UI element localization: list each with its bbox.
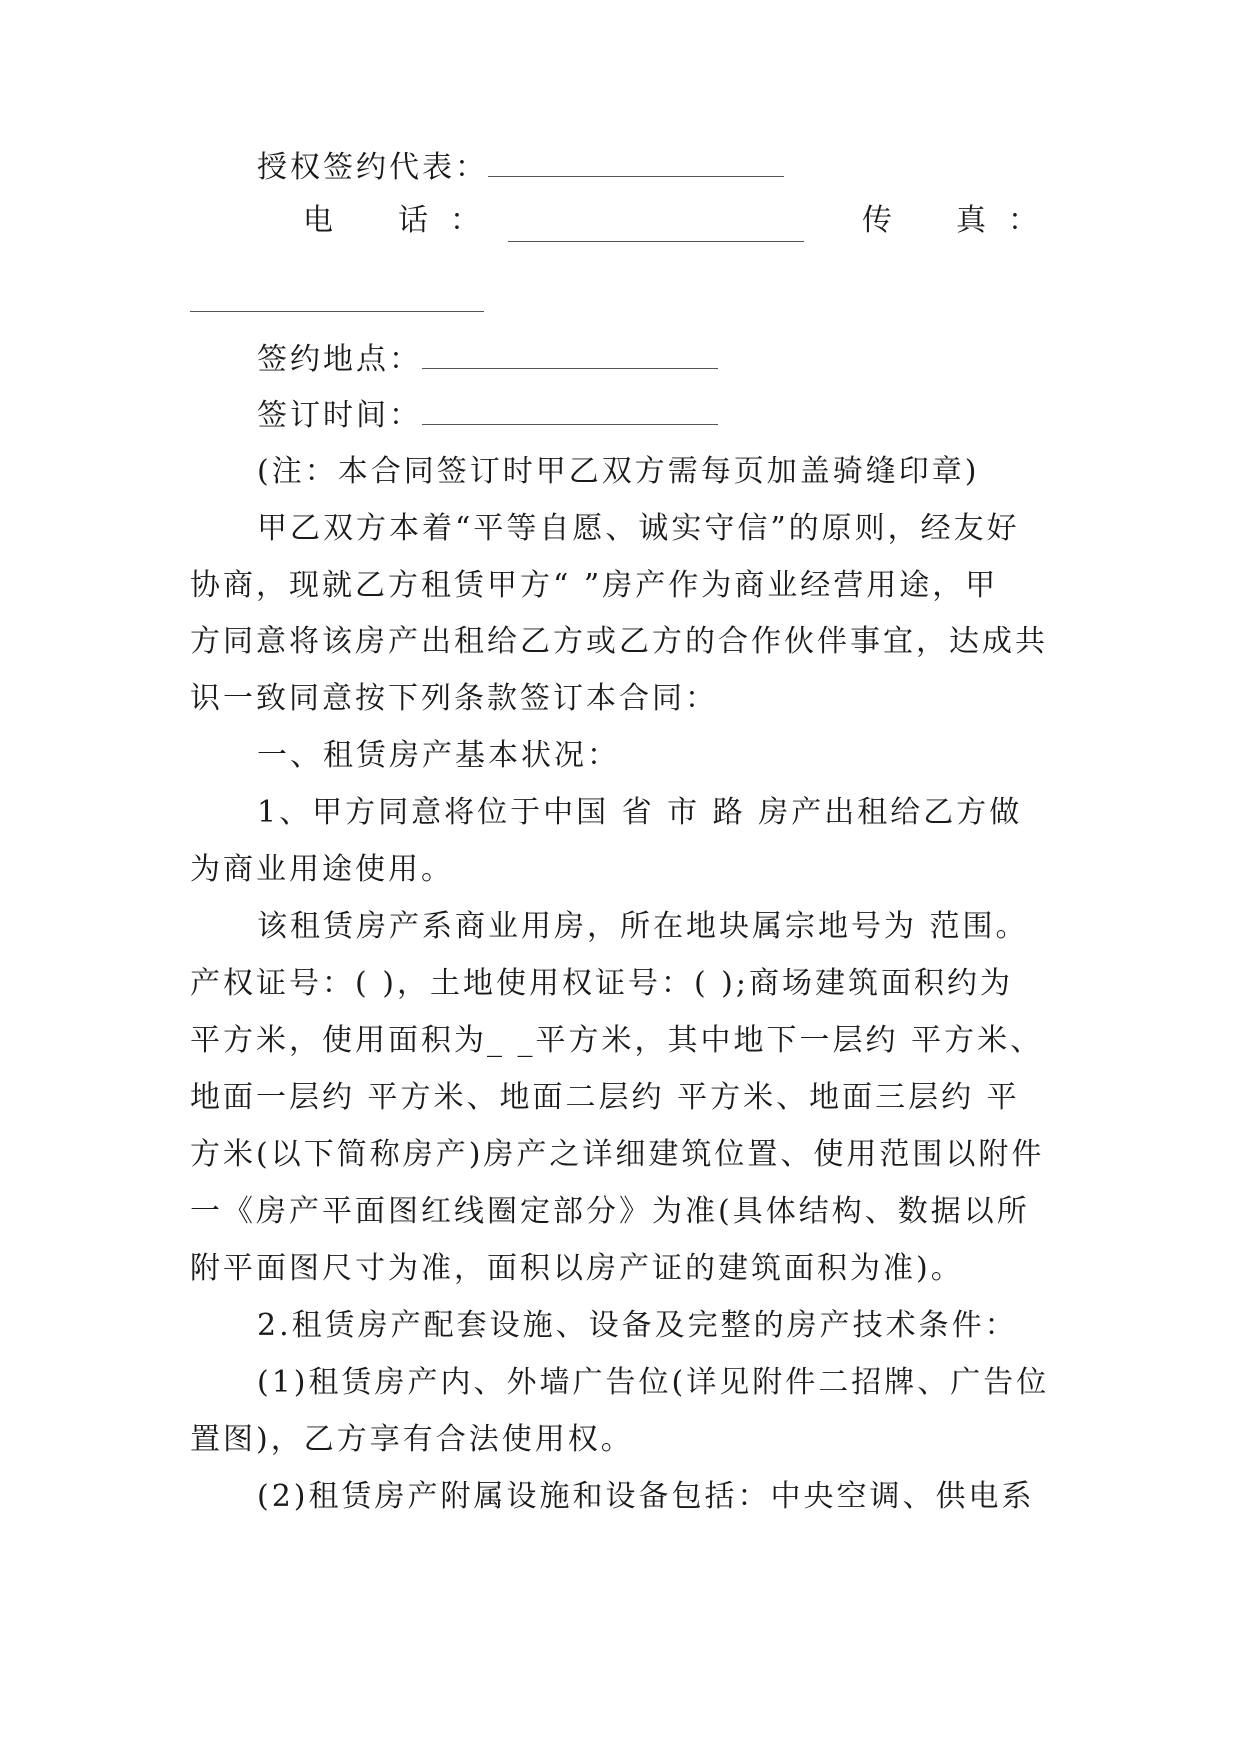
body-line: 产权证号：( )，土地使用权证号：( );商场建筑面积约为 bbox=[190, 966, 1013, 1001]
body-line: 为商业用途使用。 bbox=[190, 852, 454, 887]
body-line: 附平面图尺寸为准，面积以房产证的建筑面积为准)。 bbox=[190, 1251, 964, 1286]
section-heading: 一、租赁房产基本状况： bbox=[257, 738, 620, 773]
rep-blank bbox=[488, 150, 784, 177]
body-line: 2.租赁房产配套设施、设备及完整的房产技术条件： bbox=[257, 1308, 1018, 1343]
rep-line bbox=[257, 148, 1127, 188]
phone-label-char-2: 话 bbox=[398, 203, 428, 238]
time-line bbox=[257, 396, 1127, 436]
body-line: (1)租赁房产内、外墙广告位(详见附件二招牌、广告位 bbox=[257, 1365, 1050, 1400]
body-line: 方同意将该房产出租给乙方或乙方的合作伙伴事宜，达成共 bbox=[190, 624, 1048, 659]
phone-colon: ： bbox=[450, 203, 480, 238]
body-line: 方米(以下简称房产)房产之详细建筑位置、使用范围以附件 bbox=[190, 1137, 1045, 1172]
place-label: 签约地点： bbox=[257, 342, 422, 377]
body-line: 识一致同意按下列条款签订本合同： bbox=[190, 681, 718, 716]
body-line: 置图)，乙方享有合法使用权。 bbox=[190, 1422, 634, 1457]
fax-label-char-2: 真 bbox=[956, 203, 986, 238]
body-line: (2)租赁房产附属设施和设备包括：中央空调、供电系 bbox=[257, 1479, 1035, 1514]
rep-label: 授权签约代表： bbox=[257, 150, 488, 185]
fax-label-char-1: 传 bbox=[862, 203, 892, 238]
fax-blank bbox=[190, 285, 484, 312]
fax-colon: ： bbox=[1008, 203, 1038, 238]
body-line: 一《房产平面图红线圈定部分》为准(具体结构、数据以所 bbox=[190, 1194, 1030, 1229]
body-line: 1、甲方同意将位于中国 省 市 路 房产出租给乙方做 bbox=[257, 795, 1023, 830]
place-blank bbox=[422, 342, 718, 369]
place-line bbox=[257, 340, 1127, 380]
body-line: 协商，现就乙方租赁甲方“ ”房产作为商业经营用途，甲 bbox=[190, 568, 999, 603]
time-blank bbox=[422, 398, 718, 425]
body-line: 地面一层约 平方米、地面二层约 平方米、地面三层约 平 bbox=[190, 1080, 1020, 1115]
body-line: 甲乙双方本着“平等自愿、诚实守信”的原则，经友好 bbox=[257, 511, 1020, 546]
body-line: 该租赁房产系商业用房，所在地块属宗地号为 范围。 bbox=[257, 909, 1029, 944]
phone-label-char-1: 电 bbox=[303, 203, 333, 238]
note-line: (注：本合同签订时甲乙双方需每页加盖骑缝印章) bbox=[257, 454, 980, 489]
phone-blank bbox=[508, 215, 804, 242]
time-label: 签订时间： bbox=[257, 398, 422, 433]
body-line: 平方米，使用面积为_ _平方米，其中地下一层约 平方米、 bbox=[190, 1023, 1044, 1058]
